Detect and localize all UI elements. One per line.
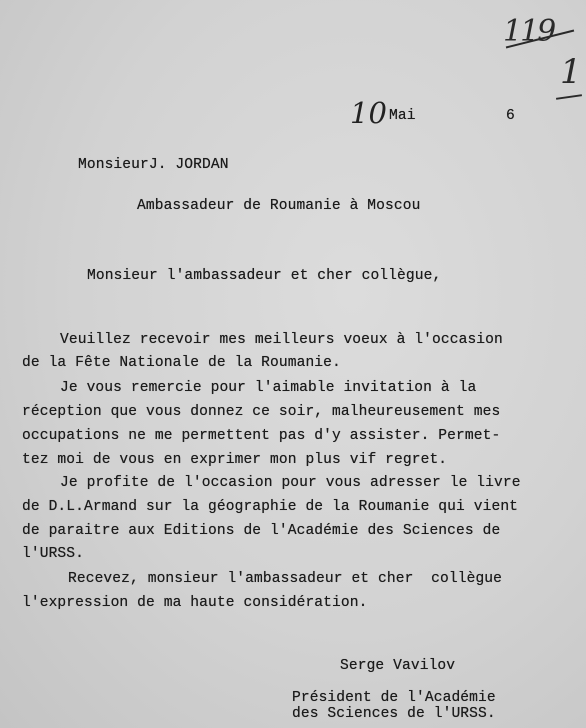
folio-underline <box>556 94 582 100</box>
body-line: de la Fête Nationale de la Roumanie. <box>22 355 341 371</box>
body-line: Recevez, monsieur l'ambassadeur et cher collègue <box>68 571 503 587</box>
addressee-name: MonsieurJ. JORDAN <box>78 157 229 173</box>
addressee-title: Ambassadeur de Roumanie à Moscou <box>137 198 421 214</box>
date-day-handwritten: 10 <box>350 96 387 130</box>
date-month: Mai <box>389 108 416 124</box>
folio-number: 1 <box>560 52 582 92</box>
body-line: Je vous remercie pour l'aimable invitation à la <box>60 380 477 396</box>
signature-name: Serge Vavilov <box>340 658 456 674</box>
date-year-fragment: 6 <box>506 108 515 124</box>
body-line: occupations ne me permettent pas d'y assister. Permet- <box>22 428 501 444</box>
body-line: de paraitre aux Editions de l'Académie des Sciences de <box>22 523 501 539</box>
body-line: de D.L.Armand sur la géographie de la Roumanie qui vient <box>22 499 519 515</box>
body-line: tez moi de vous en exprimer mon plus vif regret. <box>22 452 448 468</box>
body-line: l'expression de ma haute considération. <box>22 595 368 611</box>
signature-title-line-2: des Sciences de l'URSS. <box>292 706 496 722</box>
body-line: Veuillez recevoir mes meilleurs voeux à l'occasion <box>60 332 503 348</box>
archive-number-struck: 119 <box>503 14 555 49</box>
body-line: Je profite de l'occasion pour vous adresser le livre <box>60 475 521 491</box>
signature-title-line-1: Président de l'Académie <box>292 690 496 706</box>
salutation: Monsieur l'ambassadeur et cher collègue, <box>87 268 442 284</box>
body-line: l'URSS. <box>22 546 85 562</box>
body-line: réception que vous donnez ce soir, malheureusement mes <box>22 404 501 420</box>
